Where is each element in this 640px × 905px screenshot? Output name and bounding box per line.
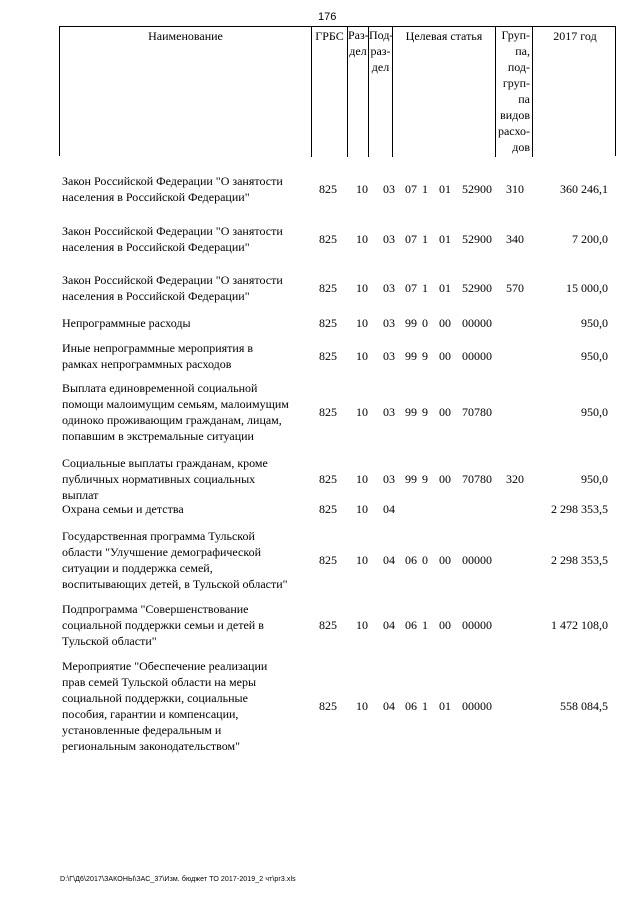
row-razdel: 10 [356, 472, 368, 486]
row-csr-direction: 52900 [462, 182, 492, 196]
row-csr-event: 00 [439, 618, 451, 632]
row-name-line: Государственная программа Тульской [62, 529, 255, 543]
row-csr-direction: 00000 [462, 553, 492, 567]
row-group: 340 [506, 232, 524, 246]
header-grbs: ГРБС [312, 27, 348, 157]
row-name-line: Закон Российской Федерации "О занятости [62, 174, 283, 188]
row-podrazdel: 03 [383, 405, 395, 419]
row-name [62, 173, 310, 205]
row-csr-event: 01 [439, 182, 451, 196]
table-row [0, 380, 640, 444]
table-header [59, 26, 616, 156]
header-group [496, 27, 533, 157]
row-name-line: населения в Российской Федерации" [62, 190, 250, 204]
row-name [62, 223, 310, 255]
header-group-line: па, [515, 44, 530, 58]
table-row [0, 315, 640, 331]
row-amount: 950,0 [581, 472, 608, 486]
row-amount: 7 200,0 [572, 232, 608, 246]
row-csr-event: 01 [439, 232, 451, 246]
row-grbs: 825 [319, 472, 337, 486]
footer-file-path: D:\Г\Д6\2017\ЗАКОНЫ\ЗАС_37\Изм. бюджет ТО 2017-2019_2 чт\pr3.xls [60, 876, 296, 883]
table-row [0, 601, 640, 649]
row-csr-subprogram: 0 [422, 316, 428, 330]
row-name-line: Выплата единовременной социальной [62, 381, 258, 395]
row-csr-program: 06 [405, 553, 417, 567]
row-group: 320 [506, 472, 524, 486]
row-podrazdel: 04 [383, 502, 395, 516]
row-podrazdel: 03 [383, 316, 395, 330]
row-name-line: Непрограммные расходы [62, 316, 191, 330]
row-group: 310 [506, 182, 524, 196]
row-name [62, 658, 310, 754]
row-name-line: ситуации и поддержка семей, [62, 561, 213, 575]
row-podrazdel: 03 [383, 281, 395, 295]
row-name-line: рамках непрограммных расходов [62, 357, 232, 371]
row-name-line: Мероприятие "Обеспечение реализации [62, 659, 268, 673]
row-csr-event: 00 [439, 472, 451, 486]
row-name-line: населения в Российской Федерации" [62, 240, 250, 254]
row-name-line: помощи малоимущим семьям, малоимущим [62, 397, 289, 411]
header-name: Наименование [60, 27, 312, 157]
table-row [0, 455, 640, 503]
row-razdel: 10 [356, 316, 368, 330]
row-amount: 950,0 [581, 405, 608, 419]
row-csr-program: 99 [405, 349, 417, 363]
row-csr-subprogram: 9 [422, 405, 428, 419]
row-csr-program: 99 [405, 472, 417, 486]
table-row [0, 223, 640, 255]
row-csr-subprogram: 9 [422, 349, 428, 363]
row-grbs: 825 [319, 182, 337, 196]
header-razdel [348, 27, 369, 157]
header-podrazdel-line: Под- [369, 28, 394, 42]
header-csr: Целевая статья [393, 27, 496, 157]
table-row [0, 272, 640, 304]
row-csr-program: 07 [405, 281, 417, 295]
row-csr-direction: 00000 [462, 349, 492, 363]
row-name-line: Подпрограмма "Совершенствование [62, 602, 249, 616]
row-grbs: 825 [319, 316, 337, 330]
table-row [0, 501, 640, 517]
row-name-line: Охрана семьи и детства [62, 502, 184, 516]
row-name [62, 380, 310, 444]
row-razdel: 10 [356, 553, 368, 567]
row-name [62, 528, 310, 592]
row-name [62, 601, 310, 649]
row-amount: 1 472 108,0 [551, 618, 608, 632]
row-name-line: выплат [62, 488, 99, 502]
row-name-line: Закон Российской Федерации "О занятости [62, 224, 283, 238]
row-name-line: Социальные выплаты гражданам, кроме [62, 456, 268, 470]
row-razdel: 10 [356, 349, 368, 363]
row-csr-event: 00 [439, 553, 451, 567]
row-podrazdel: 03 [383, 232, 395, 246]
row-podrazdel: 03 [383, 472, 395, 486]
row-grbs: 825 [319, 349, 337, 363]
table-row [0, 173, 640, 205]
row-csr-subprogram: 1 [422, 232, 428, 246]
row-razdel: 10 [356, 618, 368, 632]
row-csr-subprogram: 9 [422, 472, 428, 486]
row-csr-direction: 52900 [462, 232, 492, 246]
row-name-line: пособия, гарантии и компенсации, [62, 707, 239, 721]
table-row [0, 658, 640, 754]
row-razdel: 10 [356, 502, 368, 516]
row-csr-program: 06 [405, 618, 417, 632]
row-name-line: прав семей Тульской области на меры [62, 675, 257, 689]
row-grbs: 825 [319, 232, 337, 246]
row-name [62, 340, 310, 372]
header-group-line: видов [500, 108, 530, 122]
row-name-line: региональным законодательством" [62, 739, 240, 753]
row-name-line: Закон Российской Федерации "О занятости [62, 273, 283, 287]
row-csr-subprogram: 1 [422, 281, 428, 295]
row-csr-subprogram: 1 [422, 182, 428, 196]
row-razdel: 10 [356, 182, 368, 196]
row-csr-direction: 70780 [462, 472, 492, 486]
row-grbs: 825 [319, 405, 337, 419]
row-csr-event: 00 [439, 405, 451, 419]
row-grbs: 825 [319, 618, 337, 632]
header-group-line: Груп- [501, 28, 530, 42]
row-grbs: 825 [319, 281, 337, 295]
row-csr-subprogram: 1 [422, 699, 428, 713]
header-razdel-line: дел [349, 44, 367, 58]
row-podrazdel: 03 [383, 182, 395, 196]
row-csr-program: 99 [405, 316, 417, 330]
row-grbs: 825 [319, 553, 337, 567]
row-amount: 558 084,5 [560, 699, 608, 713]
header-year: 2017 год [553, 29, 597, 43]
row-name-line: публичных нормативных социальных [62, 472, 256, 486]
row-name-line: социальной поддержки, социальные [62, 691, 248, 705]
row-podrazdel: 04 [383, 618, 395, 632]
row-csr-program: 07 [405, 232, 417, 246]
table-row [0, 340, 640, 372]
row-name [62, 501, 310, 517]
row-name [62, 455, 310, 503]
row-name-line: населения в Российской Федерации" [62, 289, 250, 303]
row-csr-direction: 52900 [462, 281, 492, 295]
table-row [0, 528, 640, 592]
header-group-line: под- [507, 60, 530, 74]
row-csr-direction: 70780 [462, 405, 492, 419]
row-razdel: 10 [356, 232, 368, 246]
row-razdel: 10 [356, 281, 368, 295]
row-csr-subprogram: 1 [422, 618, 428, 632]
row-csr-direction: 00000 [462, 699, 492, 713]
row-csr-event: 01 [439, 281, 451, 295]
row-csr-direction: 00000 [462, 316, 492, 330]
row-name-line: Иные непрограммные мероприятия в [62, 341, 254, 355]
row-grbs: 825 [319, 699, 337, 713]
header-podrazdel [369, 27, 393, 157]
row-group: 570 [506, 281, 524, 295]
row-amount: 950,0 [581, 349, 608, 363]
page-number: 176 [318, 11, 337, 23]
row-csr-event: 01 [439, 699, 451, 713]
row-csr-subprogram: 0 [422, 553, 428, 567]
row-podrazdel: 04 [383, 699, 395, 713]
header-podrazdel-line: дел [371, 60, 390, 74]
row-csr-program: 06 [405, 699, 417, 713]
row-amount: 360 246,1 [560, 182, 608, 196]
row-amount: 2 298 353,5 [551, 553, 608, 567]
row-csr-event: 00 [439, 349, 451, 363]
row-amount: 950,0 [581, 316, 608, 330]
row-name-line: попавшим в экстремальные ситуации [62, 429, 254, 443]
row-csr-program: 99 [405, 405, 417, 419]
row-csr-program: 07 [405, 182, 417, 196]
row-razdel: 10 [356, 699, 368, 713]
row-amount: 2 298 353,5 [551, 502, 608, 516]
row-name [62, 315, 310, 331]
header-group-line: дов [512, 140, 530, 154]
row-name-line: Тульской области" [62, 634, 157, 648]
header-razdel-line: Раз- [348, 28, 369, 42]
header-group-line: груп- [502, 76, 530, 90]
row-name-line: области "Улучшение демографической [62, 545, 262, 559]
row-podrazdel: 03 [383, 349, 395, 363]
row-name-line: социальной поддержки семьи и детей в [62, 618, 264, 632]
row-podrazdel: 04 [383, 553, 395, 567]
row-name-line: воспитывающих детей, в Тульской области" [62, 577, 288, 591]
row-csr-event: 00 [439, 316, 451, 330]
row-csr-direction: 00000 [462, 618, 492, 632]
header-podrazdel-line: раз- [370, 44, 391, 58]
row-name-line: одиноко проживающим гражданам, лицам, [62, 413, 282, 427]
row-name-line: установленные федеральным и [62, 723, 222, 737]
header-group-line: расхо- [497, 124, 530, 138]
row-grbs: 825 [319, 502, 337, 516]
row-amount: 15 000,0 [566, 281, 608, 295]
header-group-line: па [518, 92, 530, 106]
row-name [62, 272, 310, 304]
row-razdel: 10 [356, 405, 368, 419]
